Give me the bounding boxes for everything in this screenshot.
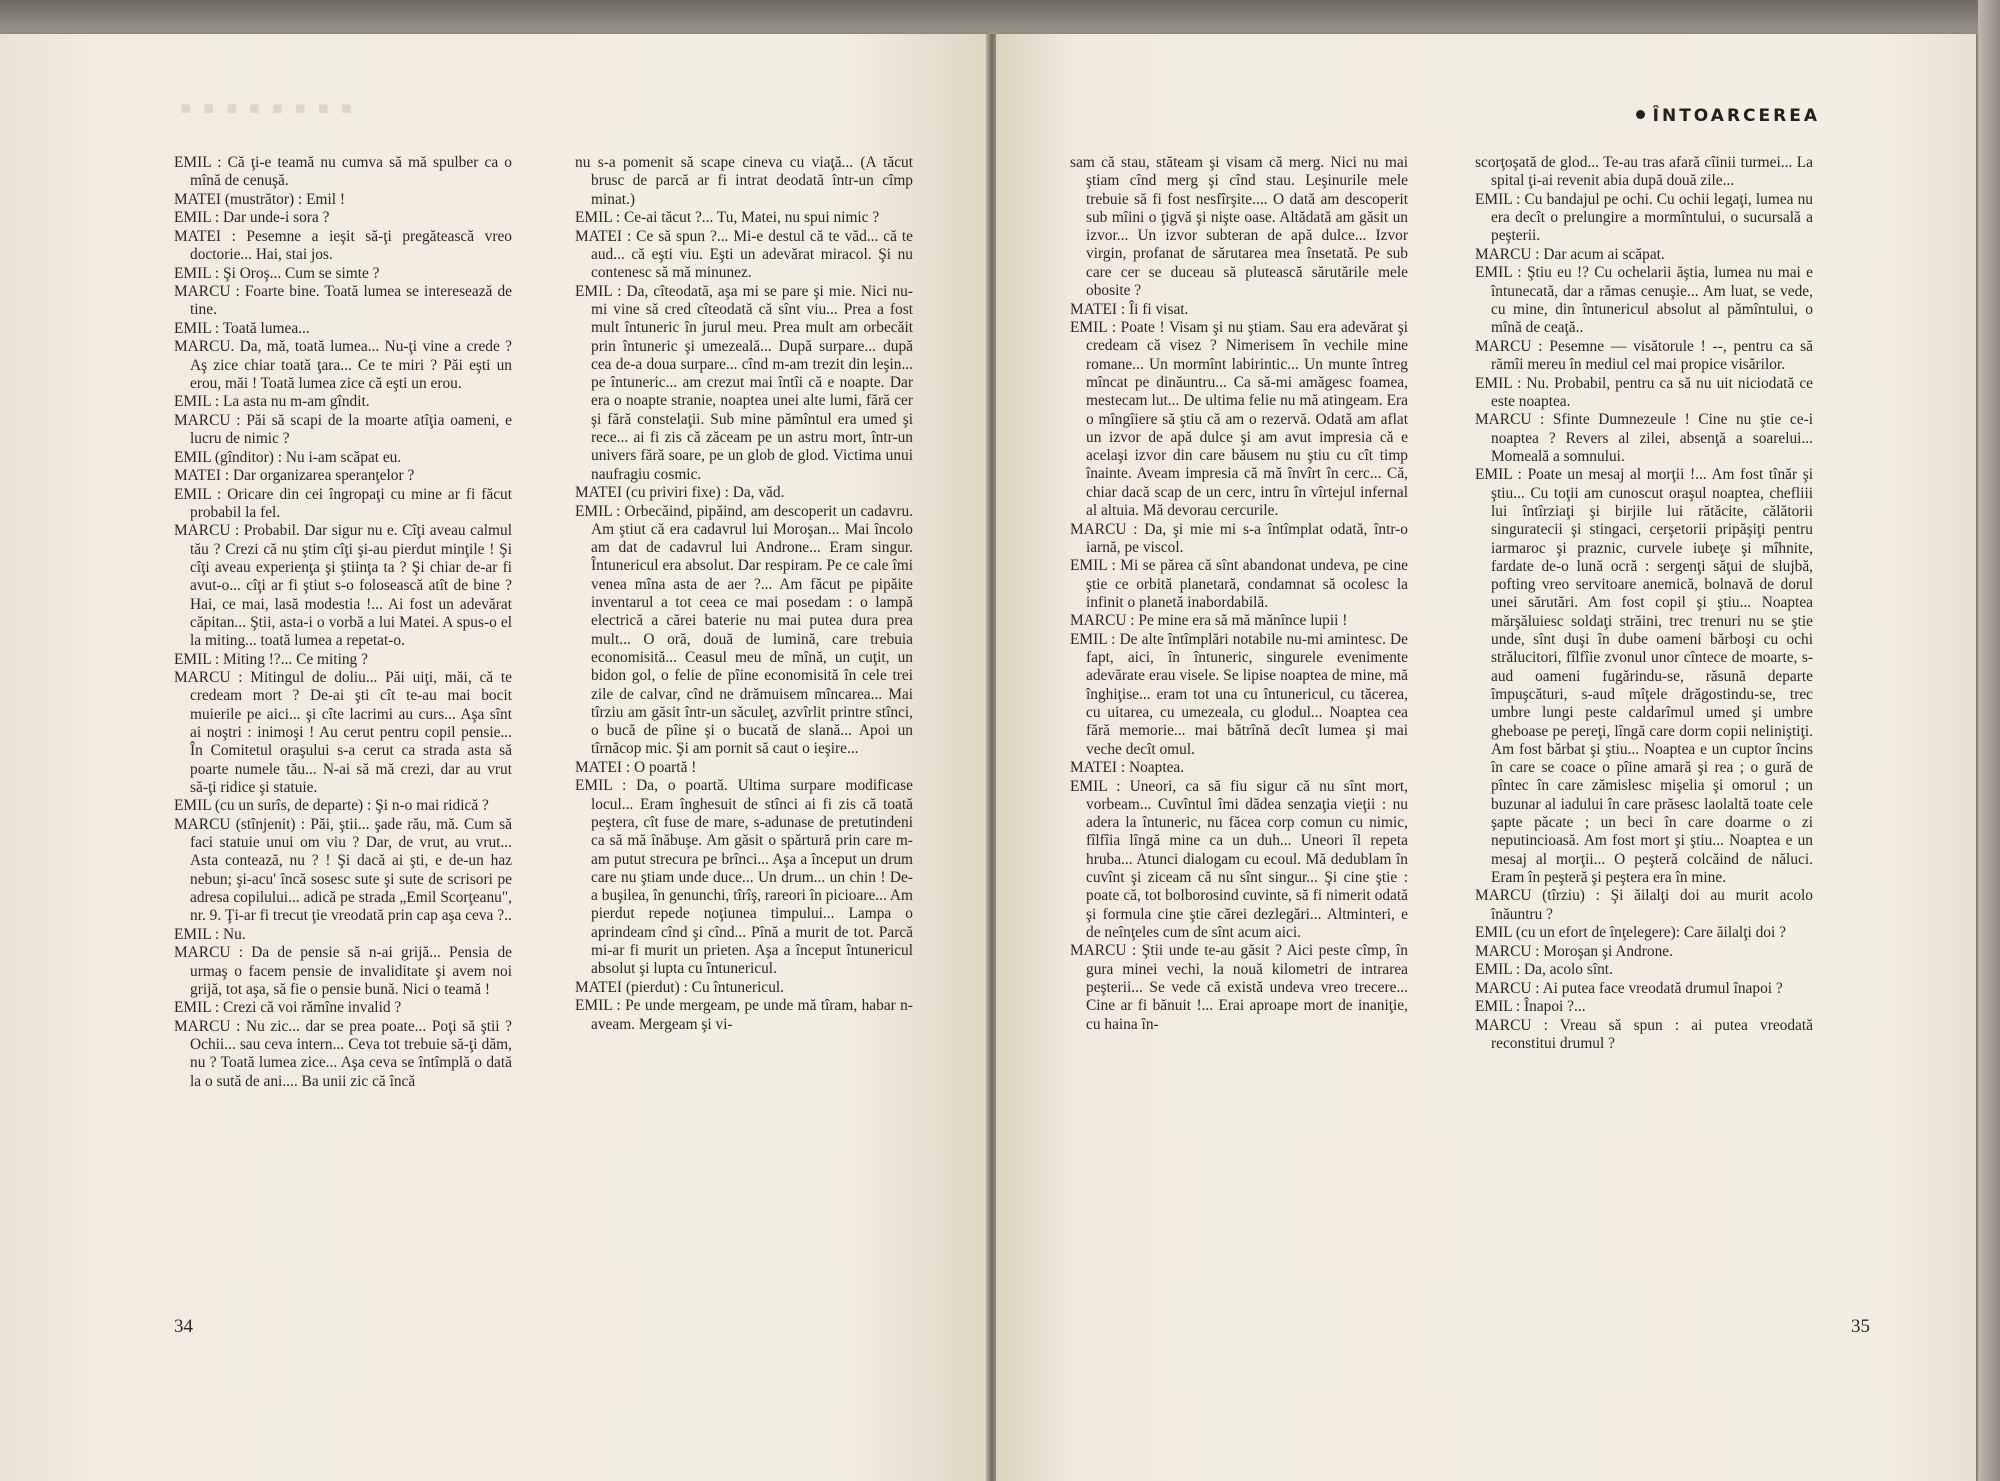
running-head-title: ÎNTOARCEREA: [1652, 106, 1820, 126]
dialogue-paragraph: EMIL (cu un surîs, de departe) : Şi n-o mai ridică ?: [174, 797, 489, 815]
text-column-2: [575, 154, 913, 1034]
dialogue-paragraph: EMIL (gînditor) : Nu i-am scăpat eu.: [174, 448, 402, 466]
dialogue-paragraph: MATEI : Îi fi visat.: [1070, 300, 1189, 318]
dialogue-paragraph: MATEI : Pesemne a ieşit să-ţi pregătească vreo doctorie... Hai, stai jos.: [174, 227, 512, 264]
dialogue-paragraph: EMIL : Nu. Probabil, pentru ca să nu uit niciodată ce este noaptea.: [1475, 374, 1813, 410]
dialogue-paragraph: EMIL : Nu.: [174, 925, 246, 943]
dialogue-paragraph: MARCU : Nu zic... dar se prea poate... Poţi să ştii ? Ochii... sau ceva intern... Ceva tot trebuie să-ţi dăm, nu ? Toată lumea zice... Aşa ceva se întîmplă o dată la o sută de ani.... Ba unii zic că încă: [174, 1017, 512, 1090]
dialogue-paragraph: EMIL : Poate ! Visam şi nu ştiam. Sau era adevărat şi credeam că visez ? Nimerisem în vechile mine romane... Un mormînt labirintic... Un munte întreg mîncat pe dinăuntru... Ca să-mi amăgesc foamea, mestecam lut... De ultima felie nu mă atingeam. Era o mîngîiere să ştiu că am o rezervă. Odată am aflat un izvor de apă dulce şi am avut impresia că e acelaşi izvor din care băusem nu ştiu cu cît timp înainte. Aveam impresia că mă învîrt în cerc... Că, chiar dacă scap de un cerc, intru în vîrtejul infernal al altuia. Mă devorau cercurile.: [1070, 319, 1408, 520]
dialogue-paragraph: MARCU : Mitingul de doliu... Păi uiţi, măi, că te credeam mort ? De-ai şti cît te-au mai bocit muierile pe aici... şi cîte lacrimi au curs... Aşa sînt ai noştri : inimoşi ! Au cerut pentru copil pensie... În Comitetul oraşului s-a cerut ca strada asta să poarte numele tău... N-ai să mă crezi, dar au vrut să-ţi ridice şi statuie.: [174, 669, 512, 796]
dialogue-paragraph: EMIL : Înapoi ?...: [1475, 998, 1586, 1016]
bullet-icon: [1636, 110, 1645, 119]
dialogue-paragraph: MATEI (cu priviri fixe) : Da, văd.: [575, 484, 785, 502]
dialogue-paragraph: EMIL : Ştiu eu !? Cu ochelarii ăştia, lumea nu mai e întunecată, dar a rămas cenuşie... Am luat, se vede, cu mine, din întunericul absolut al pămîntului, o mînă de ceaţă..: [1475, 264, 1813, 337]
dialogue-paragraph: EMIL : Orbecăind, pipăind, am descoperit un cadavru. Am ştiut că era cadavrul lui Moroşan... Mai încolo am dat de cadavrul lui Androne... Eram singur. Întunericul era absolut. Dar respiram. Pe ce cale îmi venea mîna asta de aer ?... Am făcut pe pipăite inventarul a tot ceea ce mai posedam : o lampă electrică a cărei baterie nu mai putea dura prea mult... O oră, două de lumină, care trebuia economisită... Ceasul meu de mînă, un cuţit, un bidon gol, o felie de pîine economisită în cele trei zile de calvar, cînd ne drămuisem mîncarea... Mai tîrziu am găsit într-un săculeţ, azvîrlit printre stînci, o bucă de pîine şi o bucată de slană... Apoi un tîrnăcop mic. Şi am pornit să caut o ieşire...: [575, 502, 913, 758]
page-number-right: 35: [1851, 1316, 1870, 1337]
dialogue-paragraph: MARCU : Ştii unde te-au găsit ? Aici peste cîmp, în gura minei vechi, la nouă kilometri de intrarea peşterii... Se vede că există undeva vreo trecere... Cine ar fi bănuit !... Erai aproape mort de inaniţie, cu haina în-: [1070, 942, 1408, 1033]
dialogue-paragraph: MATEI : Dar organizarea speranţelor ?: [174, 467, 415, 485]
dialogue-paragraph: nu s-a pomenit să scape cineva cu viaţă... (A tăcut brusc de parcă ar fi intrat deodată într-un cîmp minat.): [575, 154, 913, 208]
dialogue-paragraph: EMIL (cu un efort de înţelegere): Care ăilalţi doi ?: [1475, 924, 1786, 942]
dialogue-paragraph: EMIL : Oricare din cei îngropaţi cu mine ar fi făcut probabil la fel.: [174, 485, 512, 521]
dialogue-paragraph: EMIL : Ce-ai tăcut ?... Tu, Matei, nu spui nimic ?: [575, 209, 880, 227]
left-page: [0, 34, 988, 1481]
dialogue-paragraph: MARCU : Sfinte Dumnezeule ! Cine nu ştie ce-i noaptea ? Revers al zilei, absenţă a soarelui... Momeală a somnului.: [1475, 411, 1813, 465]
dialogue-paragraph: MARCU (tîrziu) : Şi ăilalţi doi au murit acolo înăuntru ?: [1475, 887, 1813, 923]
dialogue-paragraph: EMIL : Poate un mesaj al morţii !... Am fost tînăr şi ştiu... Cu toţii am cunoscut oraşul noaptea, chefliii lui întîrziaţi şi birjile lui rătăcite, călătorii singuratecii şi stingaci, cerşetorii pripăşiţi pentru iarmaroc şi praznic, curvele iubeţe şi mîhnite, fardate de-o lună ocră : sergenţi săţui de slujbă, pofting vreo servitoare anemică, bolnavă de dorul unei sărutări. Am fost copil şi ştiu... Noaptea mărşăluiesc soldaţi străini, trec trenuri nu se ştie unde, sînt duşi în dube oameni bărboşi cu ochi strălucitori, fîlfîie zvonul unor cîntece de moarte, s-aud oameni fugărindu-se, răsună departe împuşcături, s-aud mîţele drăgostindu-se, trec umbre lungi peste caldarîmul umed şi umbre gheboase pe pereţi, lîngă care dorm copii neliniştiţi. Am fost bărbat şi ştiu... Noaptea e un cuptor încins în care se coace o pîine amară şi rea ; o gură de pîntec în care zămislesc mişelia şi omorul ; un buzunar al iadului în care prăsesc laolaltă toate cele şapte păcate ; un beci în care doarme o zi neputincioasă. Am fost mort şi ştiu... Noaptea e un mesaj al morţii... O peşteră colcăind de năluci. Eram în peşteră şi peştera era în mine.: [1475, 466, 1813, 886]
dialogue-paragraph: EMIL : Şi Oroş... Cum se simte ?: [174, 264, 380, 282]
dialogue-paragraph: MARCU : Ai putea face vreodată drumul înapoi ?: [1475, 979, 1783, 997]
dialogue-paragraph: MATEI : Noaptea.: [1070, 759, 1185, 777]
dialogue-paragraph: EMIL : Da, o poartă. Ultima surpare modificase locul... Eram înghesuit de stînci ai fi zis că toată peştera, cît fuse de mare, s-adunase de pretutindeni ca să mă înăbuşe. Am găsit o spărtură prin care m-am putut strecura pe brînci... Aşa a început un drum care nu ştiam unde duce... Un drum... un chin ! De-a buşilea, în genunchi, tîrîş, rareori în picioare... Am pierdut repede noţiunea timpului... Lampa o aprindeam cînd şi cînd... Pînă a murit de tot. Parcă mi-ar fi murit un prieten. Aşa a început întunericul absolut şi lupta cu întunericul.: [575, 777, 913, 978]
dialogue-paragraph: EMIL : La asta nu m-am gîndit.: [174, 393, 370, 411]
dialogue-paragraph: EMIL : Dar unde-i sora ?: [174, 209, 330, 227]
dialogue-paragraph: MARCU. Da, mă, toată lumea... Nu-ţi vine a crede ? Aş zice chiar toată ţara... Ce te miri ? Păi eşti un erou, măi ! Toată lumea zice că eşti un erou.: [174, 338, 512, 392]
dialogue-paragraph: MARCU : Probabil. Dar sigur nu e. Cîţi aveau calmul tău ? Crezi că nu ştim cîţi şi-au pierdut minţile ! Şi cîţi aveau experienţa şi ştiinţa ta ? Şi chiar de-ar fi avut-o... cîţi ar fi ştiut s-o folosească atît de bine ? Hai, ce mai, lasă modestia !... Ai fost un adevărat căpitan... Ştii, asta-i o vorbă a lui Matei. A spus-o el la miting... toată lumea a repetat-o.: [174, 522, 512, 650]
dialogue-paragraph: EMIL : Că ţi-e teamă nu cumva să mă spulber ca o mînă de cenuşă.: [174, 154, 512, 190]
dialogue-paragraph: MARCU : Vreau să spun : ai putea vreodată reconstitui drumul ?: [1475, 1016, 1813, 1052]
dialogue-paragraph: MARCU (stînjenit) : Păi, ştii... şade rău, mă. Cum să faci statuie unui om viu ? Dar, de vrut, au vrut... Asta contează, nu ? ! Şi dacă ai şti, e de-un haz nebun; şi-acu' încă sosesc sute şi sute de scrisori pe adresa copilului... adică pe strada „Emil Scorţeanu", nr. 9. Ţi-ar fi trecut ţie vreodată prin cap aşa ceva ?..: [174, 815, 512, 925]
text-column-3: [1070, 154, 1408, 1034]
dialogue-paragraph: MARCU : Moroşan şi Androne.: [1475, 942, 1673, 960]
dialogue-paragraph: sam că stau, stăteam şi visam că merg. Nici nu mai ştiam cînd merg şi cînd stau. Leşinurile mele trebuie să fi fost nesfîrşite.... O dată am descoperit sub mîini o ţigvă şi nişte oase. Altădată am găsit un izvor... Un izvor subteran de apă dulce... Izvor virgin, profanat de sărutarea mea însetată. Pe sub care cer se duceau să plutească sărutările mele obosite ?: [1070, 154, 1408, 300]
text-column-1: [174, 154, 512, 1091]
dialogue-paragraph: scorţoşată de glod... Te-au tras afară cîinii turmei... La spital ţi-ai revenit abia după două zile...: [1475, 154, 1813, 190]
dialogue-paragraph: EMIL : Da, acolo sînt.: [1475, 961, 1613, 979]
dialogue-paragraph: MARCU : Dar acum ai scăpat.: [1475, 245, 1665, 263]
dialogue-paragraph: EMIL : Da, cîteodată, aşa mi se pare şi mie. Nici nu-mi vine să cred cîteodată că sînt viu... Prea a fost mult întuneric în jurul meu. Prea mult am orbecăit prin întuneric şi umezeală... După surpare... după cea de-a doua surpare... cînd m-am trezit din leşin... pe întuneric... am crezut mai întîi că e noapte. Dar era o noapte stranie, noaptea unei alte lumi, fără cer şi fără constelaţii. Sub mine pămîntul era umed şi rece... ai fi zis că zăceam pe un astru mort, într-un univers fără soare, pe un glob de glod. Victima unui naufragiu cosmic.: [575, 282, 913, 483]
dialogue-paragraph: MARCU : Pe mine era să mă mănînce lupii !: [1070, 612, 1348, 630]
dialogue-paragraph: EMIL : De alte întîmplări notabile nu-mi amintesc. De fapt, aici, în întuneric, singurele evenimente adevărate erau visele. Se lipise noaptea de mine, mă înghiţise... eram tot una cu întunericul, cu tăcerea, cu uitarea, cu umezeala, cu glodul... Noaptea cea fără memorie... mai bătrînă decît lumea şi mai veche decît omul.: [1070, 630, 1408, 758]
dialogue-paragraph: MARCU : Păi să scapi de la moarte atîţia oameni, e lucru de nimic ?: [174, 411, 512, 448]
dialogue-paragraph: MARCU : Pesemne — visătorule ! --, pentru ca să rămîi mereu în mediul cel mai propice visărilor.: [1475, 337, 1813, 374]
book-cover-edge: [0, 0, 2000, 34]
dialogue-paragraph: MARCU : Da de pensie să n-ai grijă... Pensia de urmaş o facem pensie de invaliditate şi avem noi grijă, tot aşa, să fie o pensie bună. Nici o teamă !: [174, 944, 512, 998]
dialogue-paragraph: EMIL : Crezi că voi rămîne invalid ?: [174, 999, 402, 1017]
dialogue-paragraph: MATEI : Ce să spun ?... Mi-e destul că te văd... că te aud... că eşti viu. Eşti un adevărat miracol. Şi nu contenesc să mă minunez.: [575, 227, 913, 282]
dialogue-paragraph: EMIL : Uneori, ca să fiu sigur că nu sînt mort, vorbeam... Cuvîntul îmi dădea senzaţia vieţii : nu adera la întuneric, nu făcea corp comun cu nimic, fîlfîia lîngă mine ca un duh... Uneori îl repeta hruba... Atunci dialogam cu ecoul. Mă dedublam în cuvînt şi ziceam că nu sînt singur... Şi cine ştie : poate că, tot bolborosind cuvinte, să fi nimerit odată şi formula cine ştie cărei dezlegări... Altminteri, e de neînţeles cum de sînt acum aici.: [1070, 777, 1408, 941]
dialogue-paragraph: EMIL : Miting !?... Ce miting ?: [174, 650, 368, 668]
dialogue-paragraph: EMIL : Cu bandajul pe ochi. Cu ochii legaţi, lumea nu era decît o prelungire a mormîntului, o sucursală a peşterii.: [1475, 190, 1813, 245]
dialogue-paragraph: MATEI (mustrător) : Emil !: [174, 190, 345, 208]
show-through-text: ▪ ▪ ▪ ▪ ▪ ▪ ▪ ▪: [180, 98, 355, 118]
dialogue-paragraph: MATEI (pierdut) : Cu întunericul.: [575, 978, 785, 996]
book-cover-edge-right: [1978, 0, 2000, 1481]
right-page: [996, 34, 1976, 1481]
dialogue-paragraph: EMIL : Mi se părea că sînt abandonat undeva, pe cine ştie ce orbită planetară, condamnat să ocolesc la infinit o planetă inabordabilă.: [1070, 557, 1408, 611]
dialogue-paragraph: EMIL : Toată lumea...: [174, 319, 310, 337]
running-head: [1636, 106, 1820, 126]
dialogue-paragraph: MARCU : Foarte bine. Toată lumea se interesează de tine.: [174, 283, 512, 319]
text-column-4: [1475, 154, 1813, 1053]
dialogue-paragraph: EMIL : Pe unde mergeam, pe unde mă tîram, habar n-aveam. Mergeam şi vi-: [575, 997, 913, 1033]
dialogue-paragraph: MATEI : O poartă !: [575, 758, 697, 776]
page-number-left: 34: [174, 1316, 193, 1337]
dialogue-paragraph: MARCU : Da, şi mie mi s-a întîmplat odată, într-o iarnă, pe viscol.: [1070, 520, 1408, 556]
